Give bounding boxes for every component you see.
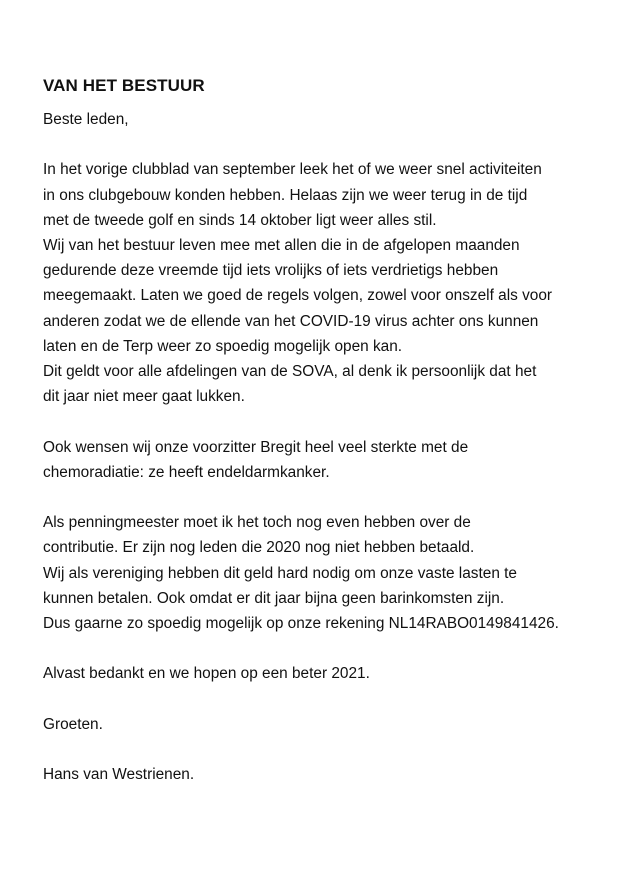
text-line: laten en de Terp weer zo spoedig mogelijk open kan. bbox=[43, 337, 403, 355]
paragraph-greeting bbox=[43, 107, 603, 132]
paragraph-wishes bbox=[43, 435, 603, 485]
text-line: meegemaakt. Laten we goed de regels volgen, zowel voor onszelf als voor bbox=[43, 287, 553, 305]
paragraph-thanks bbox=[43, 661, 603, 686]
text-line: contributie. Er zijn nog leden die 2020 nog niet hebben betaald. bbox=[43, 539, 475, 557]
text-line: anderen zodat we de ellende van het COVID-19 virus achter ons kunnen bbox=[43, 312, 539, 330]
document-page bbox=[43, 74, 603, 813]
text-line: gedurende deze vreemde tijd iets vrolijks of iets verdrietigs hebben bbox=[43, 262, 499, 280]
text-line: in ons clubgebouw konden hebben. Helaas zijn we weer terug in de tijd bbox=[43, 186, 528, 204]
signature-text: Hans van Westrienen. bbox=[43, 766, 195, 784]
paragraph-closing bbox=[43, 712, 603, 737]
text-line: dit jaar niet meer gaat lukken. bbox=[43, 388, 245, 406]
text-line: Alvast bedankt en we hopen op een beter 2021. bbox=[43, 665, 370, 683]
text-line: Dit geldt voor alle afdelingen van de SOVA, al denk ik persoonlijk dat het bbox=[43, 363, 537, 381]
page-title: VAN HET BESTUUR bbox=[43, 76, 205, 95]
text-line: Beste leden, bbox=[43, 111, 129, 128]
text-line: kunnen betalen. Ook omdat er dit jaar bijna geen barinkomsten zijn. bbox=[43, 589, 505, 607]
text-line: Als penningmeester moet ik het toch nog even hebben over de bbox=[43, 514, 471, 532]
text-line: Groeten. bbox=[43, 715, 103, 733]
text-line: In het vorige clubblad van september leek het of we weer snel activiteiten bbox=[43, 161, 542, 179]
paragraph-contribution bbox=[43, 510, 603, 636]
text-line: met de tweede golf en sinds 14 oktober ligt weer alles stil. bbox=[43, 211, 437, 229]
paragraph-situation bbox=[43, 157, 603, 409]
paragraph-signature bbox=[43, 762, 603, 787]
text-line: chemoradiatie: ze heeft endeldarmkanker. bbox=[43, 463, 330, 481]
text-line: Dus gaarne zo spoedig mogelijk op onze rekening NL14RABO0149841426. bbox=[43, 615, 559, 633]
text-line: Wij van het bestuur leven mee met allen die in de afgelopen maanden bbox=[43, 237, 520, 254]
text-line: Ook wensen wij onze voorzitter Bregit heel veel sterkte met de bbox=[43, 438, 469, 456]
text-line: Wij als vereniging hebben dit geld hard nodig om onze vaste lasten te bbox=[43, 564, 517, 582]
